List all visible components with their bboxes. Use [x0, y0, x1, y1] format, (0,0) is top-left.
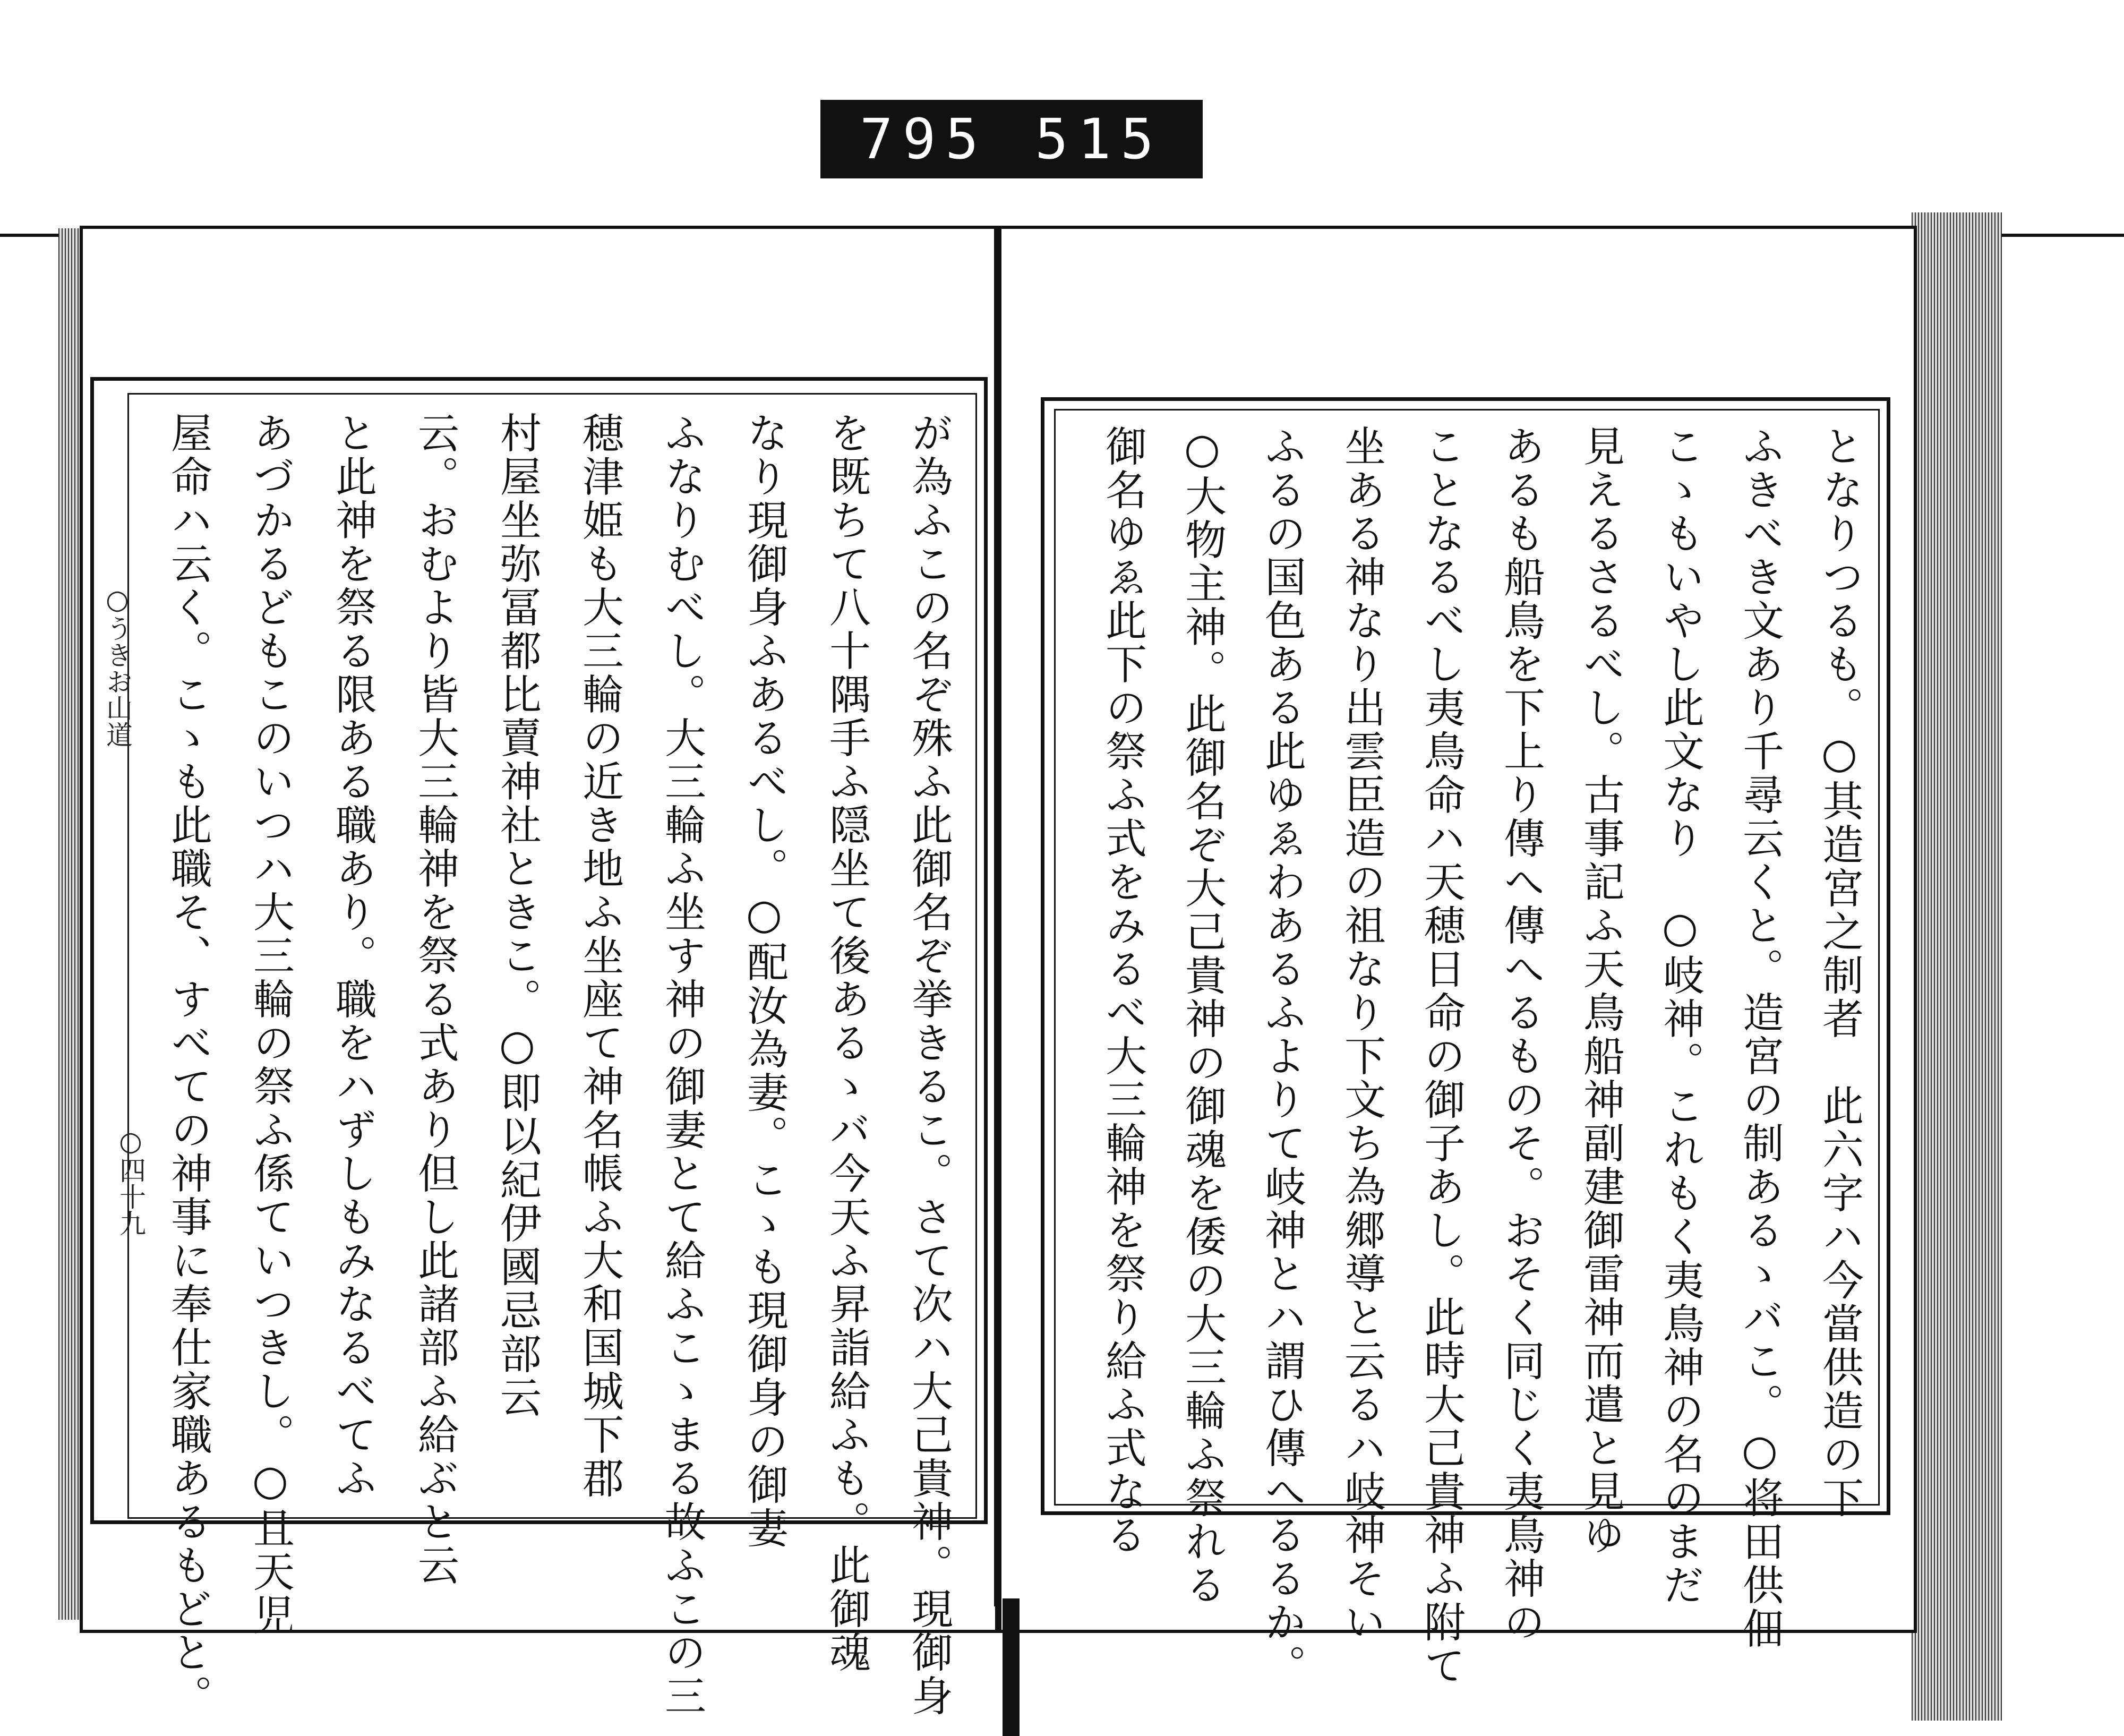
- left-page-header: ○うきお山道: [102, 584, 133, 748]
- book-spine: [994, 226, 997, 1606]
- reel-label: [820, 100, 1203, 178]
- right-col-4: 見えるさるべし。古事記ふ天鳥船神副建御雷神而遣と見ゆ: [1577, 425, 1624, 1557]
- left-col-9: あづかるどもこのいつハ大三輪の祭ふ係ていつきし。○且天児: [246, 412, 294, 1637]
- right-col-2: ふきべき文あり千尋云くと。造宮の制あるゝバこ。○将田供佃: [1736, 425, 1784, 1651]
- right-col-6: ことなるべし夷鳥命ハ天穂日命の御子あし。此時大己貴神ふ附て: [1417, 425, 1465, 1688]
- right-col-7: 坐ある神なり出雲臣造の祖なり下文ち為郷導と云るハ岐神そい: [1338, 425, 1385, 1644]
- left-col-3: なり現御身ふあるべし。○配汝為妻。こゝも現御身の御妻: [740, 412, 788, 1550]
- right-col-8: ふるの国色ある此ゆゑわあるふよりて岐神とハ謂ひ傳へるるか。: [1258, 425, 1306, 1688]
- left-col-8: と此神を祭る限ある職あり。職をハずしもみなるべてふ: [329, 412, 376, 1500]
- left-col-2: を既ちて八十隅手ふ隠坐て後あるゝバ今天ふ昇詣給ふも。此御魂: [823, 412, 870, 1674]
- left-col-4: ふなりむべし。大三輪ふ坐す神の御妻とて給ふこゝまる故ふこの三: [658, 412, 706, 1718]
- left-col-7: 云。おむより皆大三輪神を祭る式あり但し此諸部ふ給ぶと云: [411, 412, 459, 1587]
- reel-number-left: 795: [860, 107, 988, 172]
- right-col-1: となりつるも。○其造宮之制者 此六字ハ今當供造の下: [1815, 425, 1863, 1520]
- right-col-10: 御名ゆゑ此下の祭ふ式をみるべ大三輪神を祭り給ふ式なる: [1099, 425, 1146, 1557]
- spine-clip: [1003, 1598, 1020, 1736]
- reel-number-right: 515: [1035, 107, 1163, 172]
- left-col-6: 村屋坐弥冨都比賣神社ときこ。○即以紀伊國忌部云: [493, 412, 541, 1419]
- right-col-9: ○大物主神。此御名ぞ大己貴神の御魂を倭の大三輪ふ祭れる: [1178, 425, 1226, 1607]
- right-col-5: あるも船鳥を下上り傳へ傳へるものそ。おそく同じく夷鳥神の: [1497, 425, 1545, 1644]
- left-col-10: 屋命ハ云く。こゝも此職そ、すべての神事に奉仕家職あるもどと。: [164, 412, 212, 1718]
- left-page-number: ○四十九: [115, 1126, 146, 1236]
- right-page-edges: [1912, 212, 2002, 1721]
- left-col-1: が為ふこの名ぞ殊ふ此御名ぞ挙きるこ。さて次ハ大己貴神。現御身: [905, 412, 953, 1718]
- left-col-5: 穂津姫も大三輪の近き地ふ坐座て神名帳ふ大和国城下郡: [576, 412, 623, 1500]
- right-col-3: こゝもいやし此文なり ○岐神。これもく夷鳥神の名のまだ: [1656, 425, 1704, 1607]
